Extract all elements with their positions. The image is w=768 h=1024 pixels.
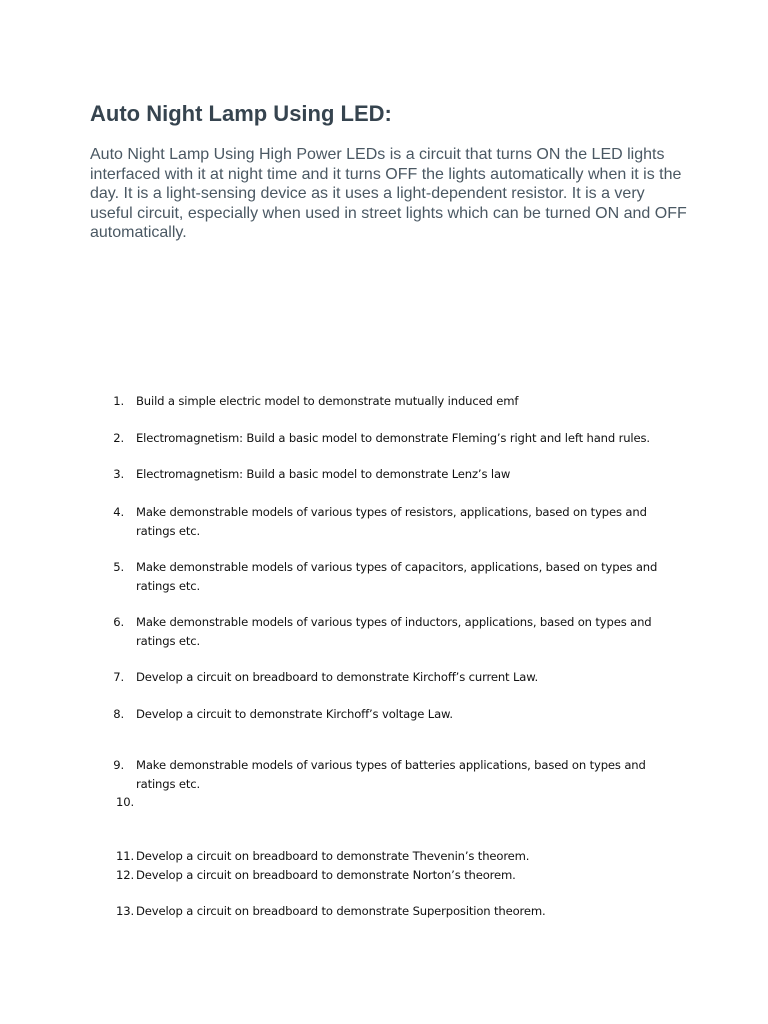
list-item-number: 2. [113, 431, 124, 445]
list-item [100, 613, 680, 650]
list-item-text: Develop a circuit on breadboard to demonstrate Superposition theorem. [136, 904, 546, 918]
list-item-number: 3. [113, 467, 124, 481]
document-heading: Auto Night Lamp Using LED: [90, 101, 392, 126]
list-item-text: Develop a circuit on breadboard to demonstrate Norton’s theorem. [136, 868, 516, 882]
list-item-text: Make demonstrable models of various types of resistors, applications, based on types and ratings etc. [136, 505, 647, 538]
list-item-text: Develop a circuit on breadboard to demonstrate Kirchoff’s current Law. [136, 670, 539, 684]
list-item-number: 4. [113, 505, 124, 519]
list-item-text: Electromagnetism: Build a basic model to demonstrate Fleming’s right and left hand rules. [136, 431, 650, 445]
list-item-number: 10. [116, 795, 134, 809]
list-item-number: 9. [113, 758, 124, 772]
list-item [100, 429, 680, 448]
list-item-text: Electromagnetism: Build a basic model to demonstrate Lenz’s law [136, 467, 511, 481]
list-item [100, 392, 680, 411]
list-item-text: Build a simple electric model to demonstrate mutually induced emf [136, 394, 519, 408]
list-item-text: Develop a circuit to demonstrate Kirchoff’s voltage Law. [136, 707, 453, 721]
list-item-text: Make demonstrable models of various types of capacitors, applications, based on types and ratings etc. [136, 560, 658, 593]
list-item [100, 847, 680, 866]
list-item-number: 8. [113, 707, 124, 721]
list-item-text: Make demonstrable models of various types of batteries applications, based on types and ratings etc. [136, 758, 646, 791]
list-item [100, 705, 680, 724]
list-item-number: 13. [116, 904, 134, 918]
list-item-number: 11. [116, 849, 134, 863]
list-item-number: 6. [113, 615, 124, 629]
list-item-number: 7. [113, 670, 124, 684]
list-item [100, 902, 680, 921]
list-item [100, 866, 680, 885]
list-item [100, 503, 680, 540]
list-item-number: 1. [113, 394, 124, 408]
list-item [100, 756, 680, 793]
list-item [100, 668, 680, 687]
list-item-text: Make demonstrable models of various types of inductors, applications, based on types and ratings etc. [136, 615, 652, 648]
list-item [100, 465, 680, 484]
intro-paragraph: Auto Night Lamp Using High Power LEDs is a circuit that turns ON the LED lights interfaced with it at night time and it turns OFF the lights automatically when it is the day. It is a light-sensing device as it uses a light-dependent resistor. It is a very useful circuit, especially when used in street lights which can be turned ON and OFF automatically. [90, 146, 687, 241]
list-item [100, 558, 680, 595]
list-item-number: 5. [113, 560, 124, 574]
list-item-text: Develop a circuit on breadboard to demonstrate Thevenin’s theorem. [136, 849, 530, 863]
list-item-number: 12. [116, 868, 134, 882]
